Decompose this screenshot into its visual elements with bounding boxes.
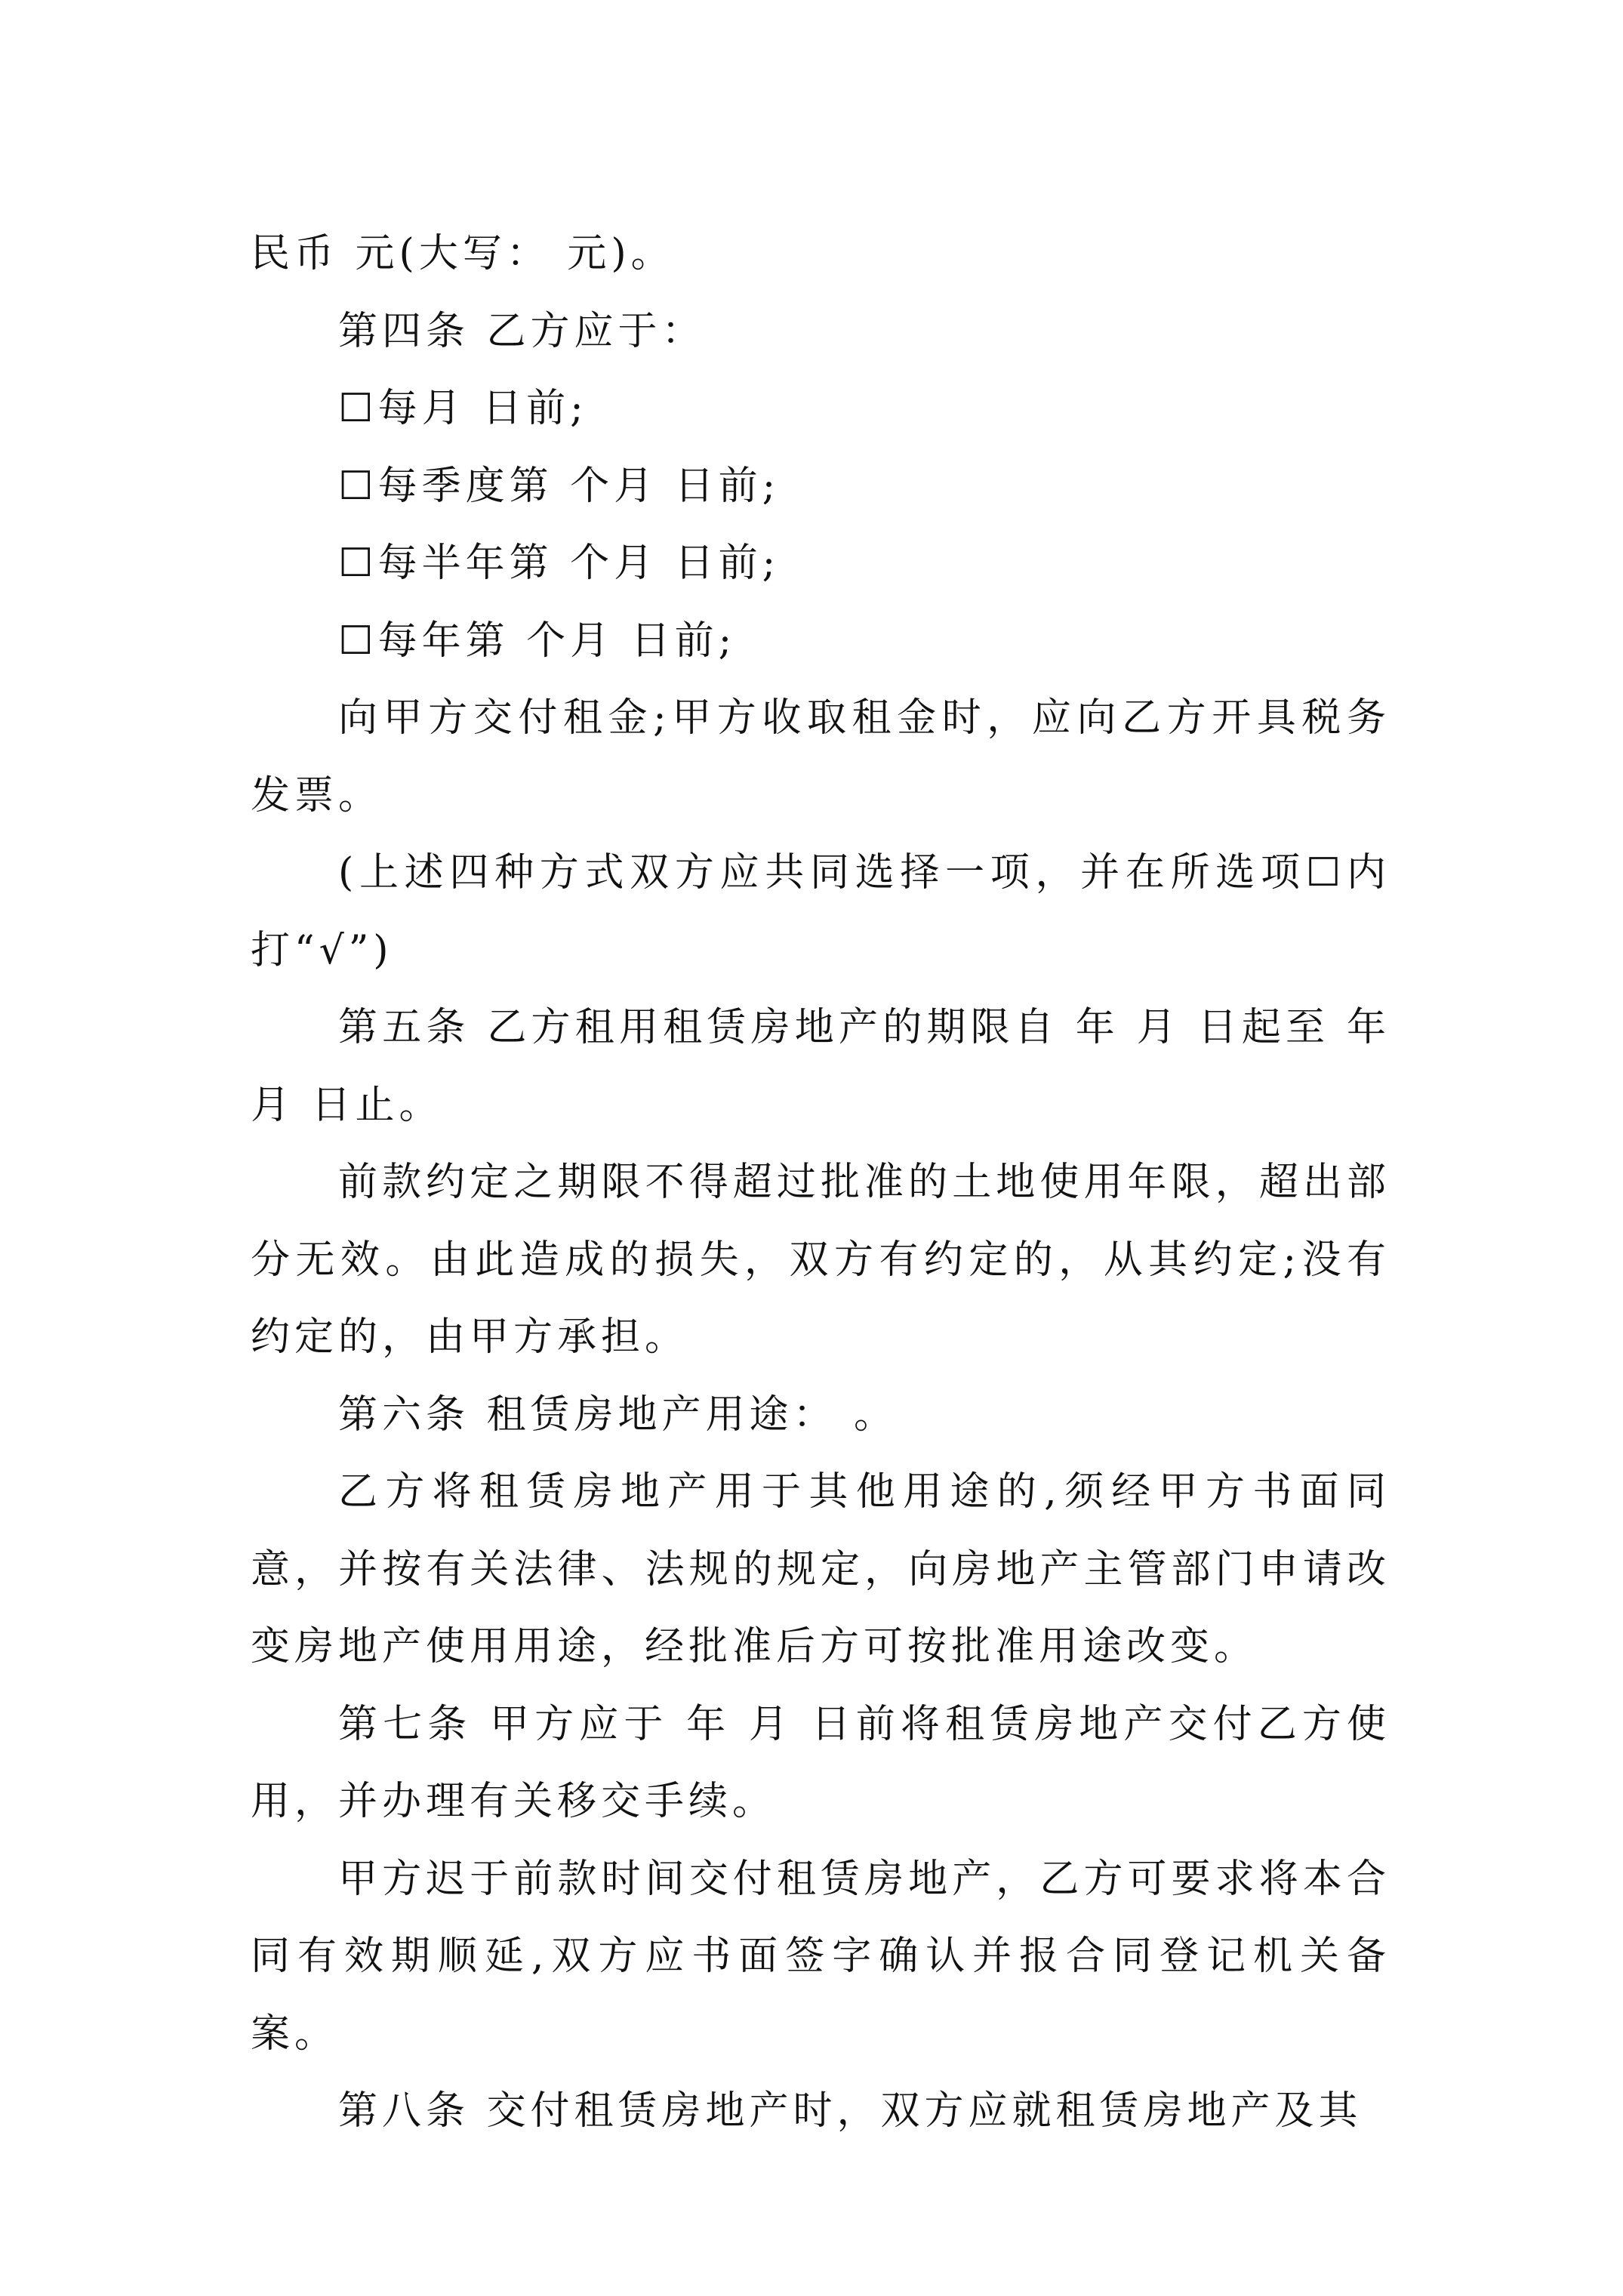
paragraph-delay-delivery: 甲方迟于前款时间交付租赁房地产，乙方可要求将本合同有效期顺延,双方应书面签字确认并报合同登记机关备案。 — [251, 1856, 1390, 2057]
paragraph-article-5: 第五条 乙方租用租赁房地产的期限自 年 月 日起至 年 月 日止。 — [251, 1005, 1390, 1128]
paragraph-article-4: 第四条 乙方应于： — [338, 308, 706, 354]
paragraph-article-7: 第七条 甲方应于 年 月 日前将租赁房地产交付乙方使用，并办理有关移交手续。 — [251, 1701, 1390, 1824]
paragraph-term-limit: 前款约定之期限不得超过批准的土地使用年限，超出部分无效。由此造成的损失，双方有约定的，从其约定;没有约定的，由甲方承担。 — [251, 1160, 1390, 1360]
checkbox-option-half-year: ☐每半年第 个月 日前; — [338, 541, 781, 586]
checkbox-option-monthly: ☐每月 日前; — [338, 386, 588, 431]
paragraph-choose-note: (上述四种方式双方应共同选择一项，并在所选项☐内打“√”) — [251, 850, 1390, 973]
document-body — [251, 215, 1390, 2150]
paragraph-article-6: 第六条 租赁房地产用途： 。 — [338, 1391, 898, 1438]
paragraph-pay-rent: 向甲方交付租金;甲方收取租金时，应向乙方开具税务发票。 — [251, 695, 1390, 818]
paragraph-change-use: 乙方将租赁房地产用于其他用途的,须经甲方书面同意，并按有关法律、法规的规定，向房地产主管部门申请改变房地产使用用途，经批准后方可按批准用途改变。 — [251, 1469, 1390, 1669]
checkbox-option-quarterly: ☐每季度第 个月 日前; — [338, 463, 781, 509]
paragraph-rent-amount: 民币 元(大写： 元)。 — [251, 231, 675, 276]
checkbox-option-yearly: ☐每年第 个月 日前; — [338, 618, 737, 664]
paragraph-article-8: 第八条 交付租赁房地产时，双方应就租赁房地产及其 — [338, 2088, 1363, 2134]
